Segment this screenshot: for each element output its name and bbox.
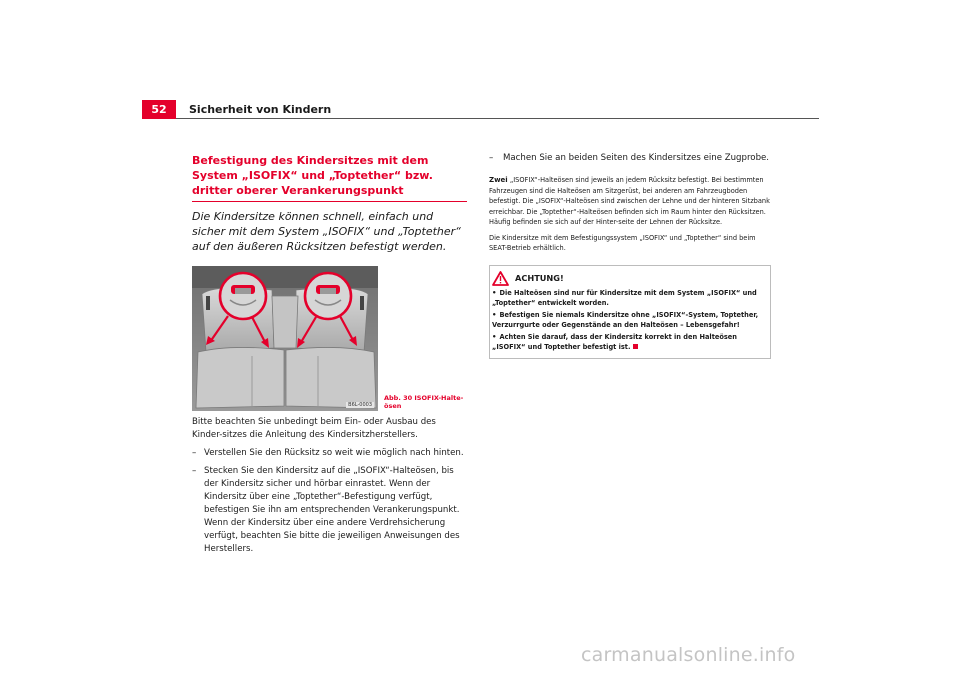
warning-item bbox=[492, 332, 765, 352]
left-column bbox=[192, 153, 467, 556]
figure-row bbox=[192, 266, 467, 416]
isofix-figure bbox=[192, 266, 378, 411]
figure-caption: Abb. 30 ISOFIX-Halte-ösen bbox=[384, 394, 464, 410]
warning-triangle-icon bbox=[492, 271, 509, 286]
warning-header bbox=[492, 271, 765, 286]
section-title: Befestigung des Kindersitzes mit dem System „ISOFIX“ und „Toptether“ bzw. dritter oberer Verankerungspunkt bbox=[192, 153, 467, 202]
list-item-text: Machen Sie an beiden Seiten des Kindersitzes eine Zugprobe. bbox=[503, 153, 770, 163]
dash-marker: – bbox=[192, 466, 197, 476]
isofix-paragraph bbox=[489, 175, 771, 228]
bullet-marker: • bbox=[492, 332, 497, 341]
right-column bbox=[489, 152, 771, 359]
list-item bbox=[192, 465, 467, 556]
section-intro: Die Kindersitze können schnell, einfach und sicher mit dem System „ISOFIX“ und „Toptether“ auf den äußeren Rücksitzen befestigt werden. bbox=[192, 210, 461, 253]
dash-marker: – bbox=[489, 153, 494, 163]
bullet-marker: • bbox=[492, 288, 497, 297]
header-rule bbox=[176, 118, 819, 119]
warning-item-text: Befestigen Sie niemals Kindersitze ohne „ISOFIX“-System, Toptether, Verzurrgurte oder Gegenstände an den Halteösen – Lebensgefahr! bbox=[492, 310, 759, 329]
warning-box bbox=[489, 265, 771, 359]
dash-marker: – bbox=[192, 448, 197, 458]
running-title: Sicherheit von Kindern bbox=[189, 103, 332, 116]
figure-code: B6L-0003 bbox=[348, 402, 372, 408]
section-end-marker bbox=[633, 344, 638, 349]
page-number: 52 bbox=[142, 100, 176, 119]
warning-item-text: Die Halteösen sind nur für Kindersitze mit dem System „ISOFIX“ und „Toptether“ entwickelt worden. bbox=[492, 288, 757, 307]
left-paragraph: Bitte beachten Sie unbedingt beim Ein- oder Ausbau des Kinder-sitzes die Anleitung des Kindersitzherstellers. bbox=[192, 417, 436, 440]
paragraph-text: „ISOFIX“-Halteösen sind jeweils an jedem Rücksitz befestigt. Bei bestimmten Fahrzeugen sind die Halteösen am Sitzgerüst, bei anderen am Fahrzeugboden befestigt. Die „ISOFIX“-Halteösen sind zwischen der Lehne und der hinteren Sitzbank erreichbar. Die „Toptether“-Halteösen befinden sich im Raum hinter den Rücksitzen. Häufig befinden sie sich auf der Hinter-seite der Lehnen der Rücksitze. bbox=[489, 176, 770, 226]
list-item-text: Stecken Sie den Kindersitz auf die „ISOFIX“-Halteösen, bis der Kindersitz sicher und hörbar einrastet. Wenn der Kindersitz über eine „Toptether“-Befestigung verfügt, befestigen Sie ihn am entsprechenden Verankerungspunkt. Wenn der Kindersitz über eine andere Verdrehsicherung verfügt, beachten Sie bitte die jeweiligen Anweisungen des Herstellers. bbox=[204, 466, 460, 554]
availability-paragraph: Die Kindersitze mit dem Befestigungssystem „ISOFIX“ und „Toptether“ sind beim SEAT-Betrieb erhältlich. bbox=[489, 233, 756, 252]
list-item-text: Verstellen Sie den Rücksitz so weit wie möglich nach hinten. bbox=[204, 448, 464, 458]
list-item bbox=[192, 447, 467, 460]
warning-item bbox=[492, 288, 765, 308]
warning-item-text: Achten Sie darauf, dass der Kindersitz korrekt in den Halteösen „ISOFIX“ und Toptether befestigt ist. bbox=[492, 332, 737, 351]
list-item bbox=[489, 152, 771, 165]
rear-seat-illustration bbox=[192, 266, 378, 411]
paragraph-lead: Zwei bbox=[489, 176, 508, 184]
warning-item bbox=[492, 310, 765, 330]
warning-title: ACHTUNG! bbox=[515, 273, 564, 283]
watermark: carmanualsonline.info bbox=[581, 644, 796, 666]
bullet-marker: • bbox=[492, 310, 497, 319]
